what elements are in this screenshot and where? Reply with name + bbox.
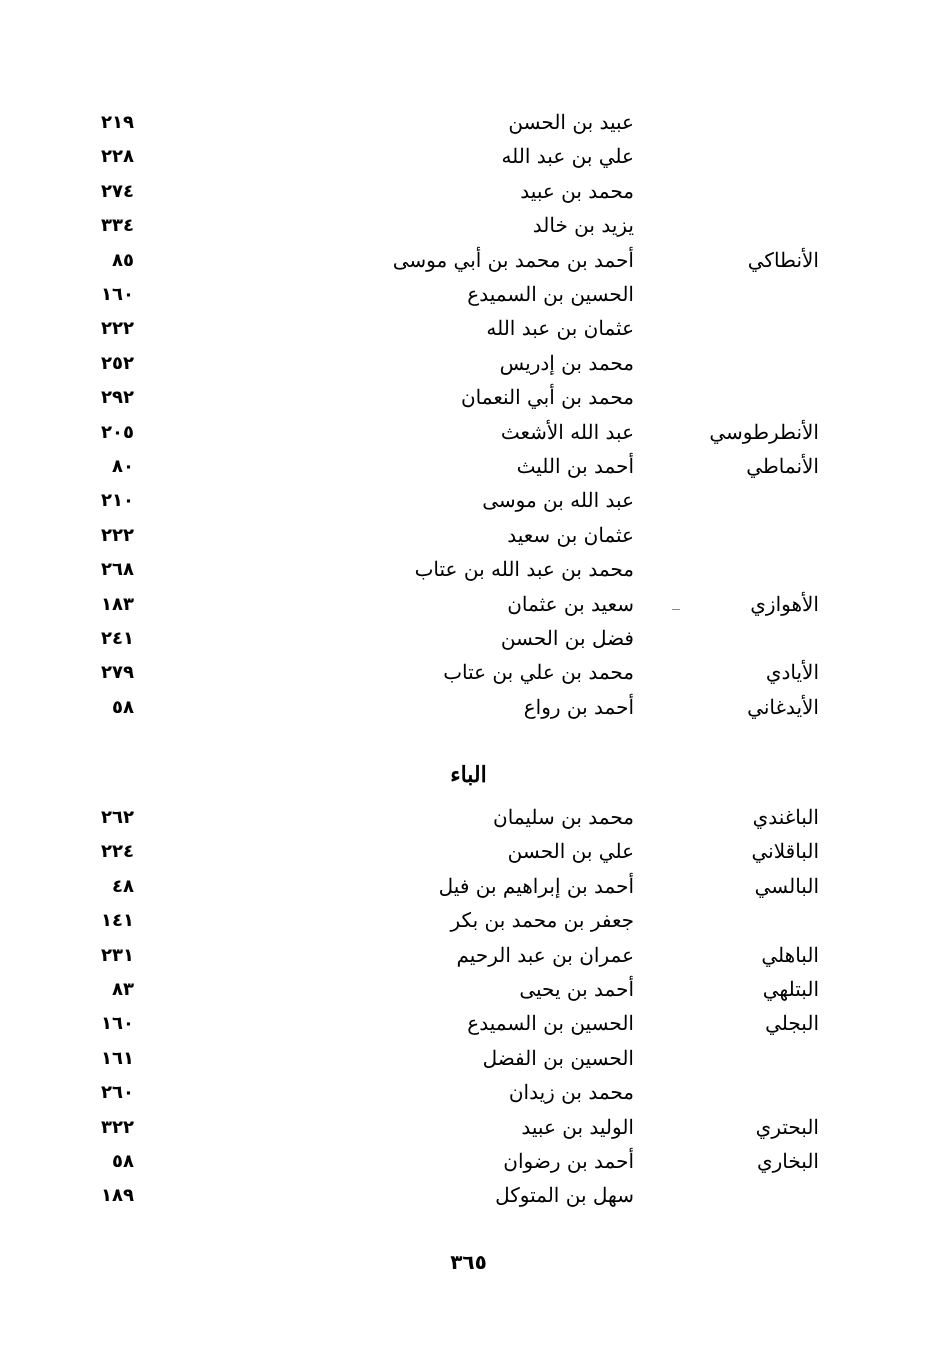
person-name: أحمد بن رضوان [503, 1149, 634, 1173]
index-row [0, 1183, 937, 1217]
person-name: أحمد بن رواع [523, 694, 634, 719]
index-row [0, 1046, 937, 1080]
page-reference: ٢٩٢ [101, 387, 134, 409]
person-name: يزيد بن خالد [532, 213, 634, 238]
section-heading-ba: الباء [450, 762, 487, 788]
person-name: عبيد بن الحسن [508, 110, 634, 134]
person-name: محمد بن زيدان [508, 1080, 634, 1105]
person-name: عثمان بن عبد الله [486, 316, 634, 341]
page-reference: ١٤١ [101, 910, 134, 932]
index-row [0, 1080, 937, 1114]
index-row [0, 488, 937, 522]
page-reference: ٢٥٢ [101, 352, 134, 374]
index-row [0, 454, 937, 488]
nisba-label: الأهوازي [750, 591, 819, 616]
page-reference: ٢٠٥ [101, 421, 134, 443]
index-row [0, 874, 937, 908]
person-name: محمد بن علي بن عتاب [443, 660, 634, 685]
index-row [0, 943, 937, 977]
index-row [0, 110, 937, 144]
person-name: محمد بن عبيد [520, 178, 634, 203]
nisba-label: البتلهي [762, 977, 819, 1001]
index-row [0, 248, 937, 282]
index-row [0, 626, 937, 660]
page-reference: ٢٢٨ [101, 146, 134, 168]
page-reference: ٨٠ [112, 456, 134, 477]
nisba-label: الباغندي [752, 805, 819, 829]
person-name: محمد بن إدريس [499, 350, 634, 375]
index-row [0, 420, 937, 454]
nisba-label: البخاري [756, 1149, 819, 1173]
page-reference: ٤٨ [112, 875, 134, 897]
person-name: الحسين بن السميدع [467, 1011, 634, 1036]
nisba-label: الأيادي [765, 660, 819, 685]
index-row [0, 839, 937, 873]
page-reference: ٢٧٩ [101, 662, 134, 684]
page-reference: ٨٥ [112, 249, 134, 271]
person-name: عثمان بن سعيد [507, 522, 634, 547]
index-row [0, 977, 937, 1011]
index-row [0, 523, 937, 557]
person-name: علي بن عبد الله [501, 144, 634, 169]
index-row [0, 179, 937, 213]
page-reference: ٢٣١ [101, 944, 134, 966]
page-number: ٣٦٥ [450, 1250, 487, 1274]
page-reference: ٢١٩ [101, 112, 134, 133]
person-name: محمد بن سليمان [493, 805, 634, 829]
index-row [0, 316, 937, 350]
nisba-label: البالسي [754, 873, 819, 898]
page-reference: ٢٦٢ [101, 807, 134, 828]
page-reference: ٢١٠ [101, 490, 134, 512]
dash-mark [672, 609, 680, 610]
index-row [0, 144, 937, 178]
page-reference: ١٦١ [101, 1047, 134, 1069]
person-name: فضل بن الحسن [500, 626, 634, 650]
person-name: عبد الله الأشعث [500, 419, 634, 444]
page-reference: ٥٨ [112, 1151, 134, 1172]
person-name: الحسين بن الفضل [482, 1045, 634, 1070]
person-name: سعيد بن عثمان [507, 591, 634, 616]
page-reference: ٢٧٤ [101, 180, 134, 202]
person-name: محمد بن عبد الله بن عتاب [414, 557, 634, 582]
page-reference: ١٨٩ [101, 1185, 134, 1207]
person-name: أحمد بن محمد بن أبي موسى [392, 247, 634, 272]
index-row [0, 282, 937, 316]
nisba-label: البجلي [765, 1011, 819, 1036]
page-reference: ١٦٠ [101, 1013, 134, 1035]
page-reference: ٢٢٢ [101, 524, 134, 546]
index-row [0, 592, 937, 626]
person-name: عبد الله بن موسى [482, 488, 634, 513]
person-name: محمد بن أبي النعمان [460, 385, 634, 410]
index-row [0, 805, 937, 839]
person-name: سهل بن المتوكل [495, 1183, 634, 1208]
page-reference: ٢٢٤ [101, 841, 134, 863]
person-name: علي بن الحسن [507, 839, 634, 864]
person-name: الحسين بن السميدع [467, 282, 634, 306]
page-reference: ١٨٣ [101, 593, 134, 615]
person-name: أحمد بن إبراهيم بن فيل [438, 873, 634, 898]
page-reference: ٣٢٢ [101, 1116, 134, 1138]
nisba-label: الباقلاني [751, 839, 819, 864]
index-row [0, 351, 937, 385]
index-row [0, 660, 937, 694]
person-name: عمران بن عبد الرحيم [456, 942, 634, 967]
index-row [0, 1115, 937, 1149]
page-reference: ٥٨ [112, 696, 134, 718]
index-row [0, 908, 937, 942]
page-reference: ٢٦٠ [101, 1082, 134, 1104]
nisba-label: الباهلي [761, 942, 819, 967]
nisba-label: الأنطاكي [747, 247, 819, 272]
page-reference: ٢٢٢ [101, 318, 134, 340]
person-name: الوليد بن عبيد [521, 1114, 634, 1139]
person-name: أحمد بن الليث [516, 454, 634, 478]
nisba-label: الأيدغاني [747, 694, 819, 719]
nisba-label: الأنطرطوسي [709, 419, 819, 444]
page-reference: ١٦٠ [101, 284, 134, 305]
index-row [0, 385, 937, 419]
nisba-label: البحتري [755, 1114, 819, 1139]
page-reference: ٣٣٤ [101, 215, 134, 237]
index-row [0, 1011, 937, 1045]
person-name: جعفر بن محمد بن بكر [450, 908, 634, 933]
index-row [0, 557, 937, 591]
person-name: أحمد بن يحيى [519, 977, 634, 1001]
page-reference: ٢٦٨ [101, 559, 134, 581]
index-row [0, 213, 937, 247]
page-reference: ٨٣ [112, 979, 134, 1000]
page-reference: ٢٤١ [101, 628, 134, 649]
index-row [0, 1149, 937, 1183]
index-row [0, 695, 937, 729]
nisba-label: الأنماطي [746, 454, 819, 478]
